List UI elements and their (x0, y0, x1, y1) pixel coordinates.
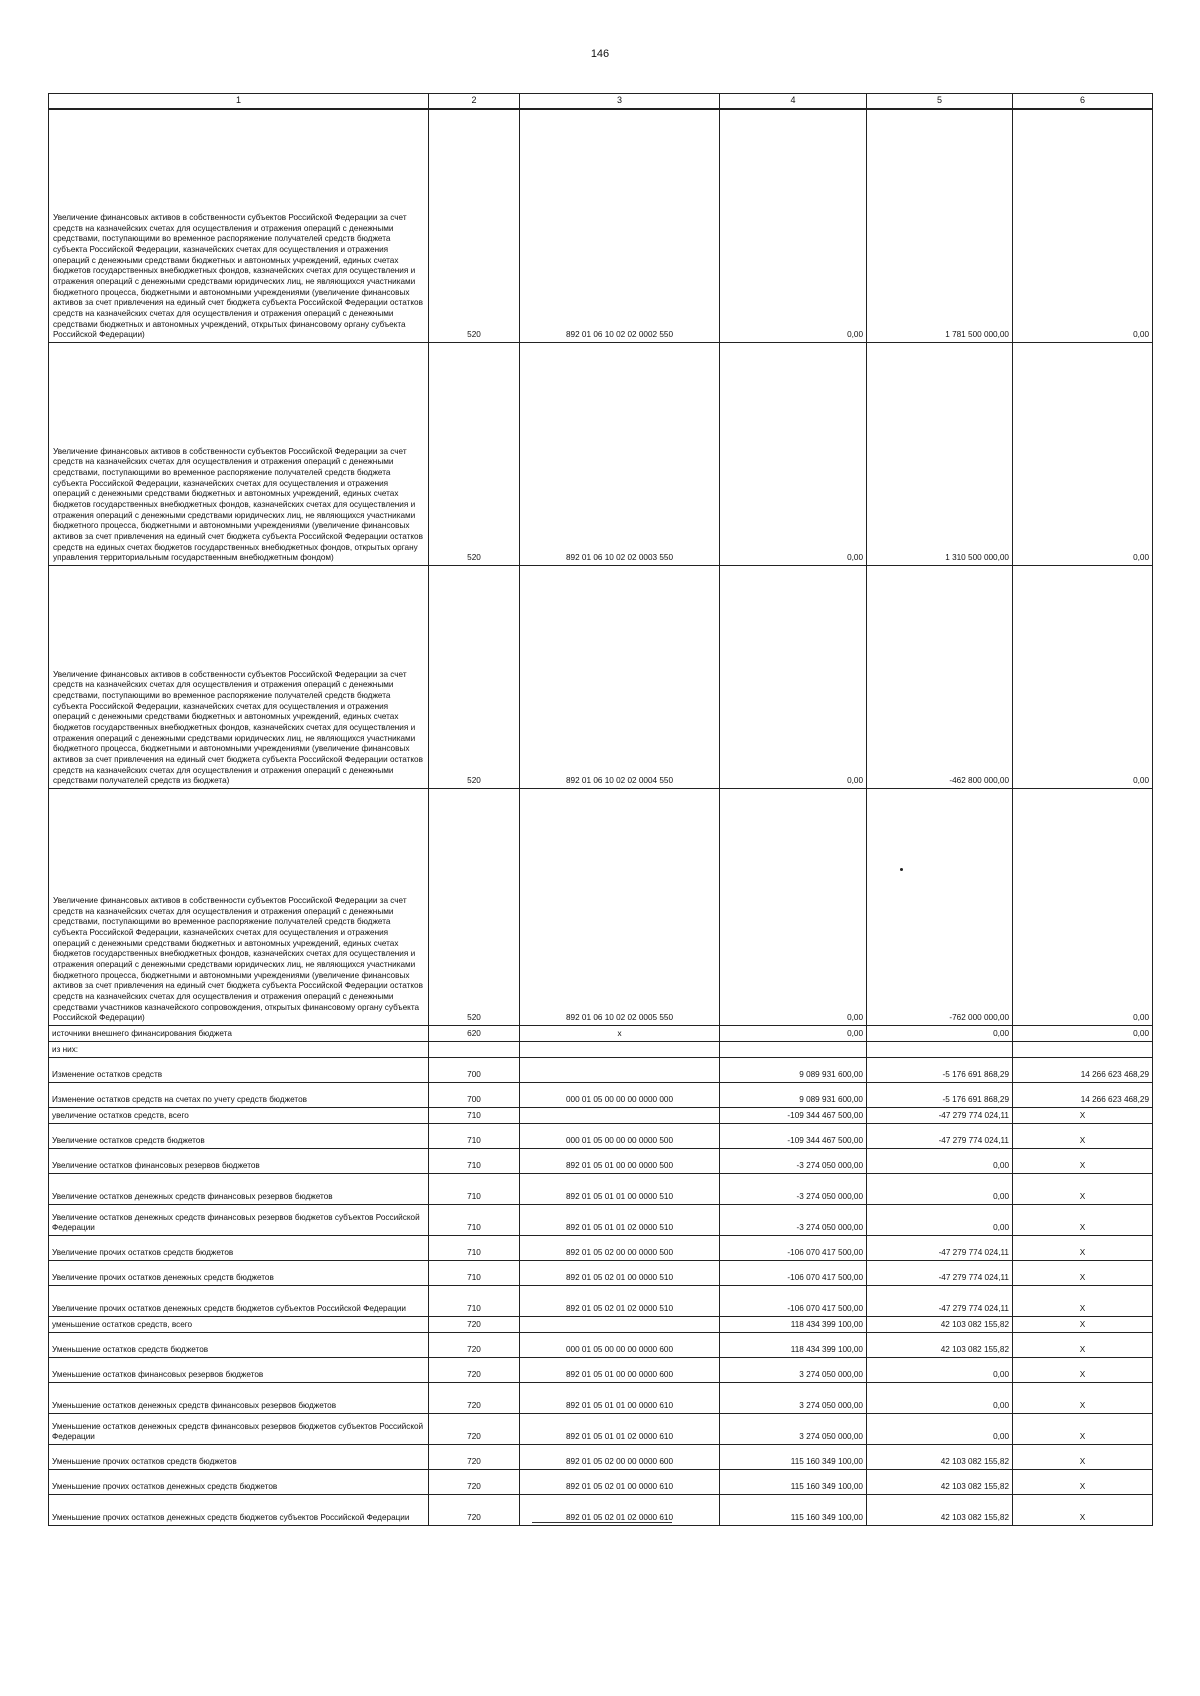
row-value-col4: 0,00 (720, 566, 867, 789)
row-value-col5: -47 279 774 024,11 (867, 1236, 1013, 1261)
row-value-col6: X (1013, 1261, 1153, 1286)
table-row (49, 1414, 1153, 1445)
row-value-col5: 0,00 (867, 1358, 1013, 1383)
table-row (49, 1495, 1153, 1526)
row-value-col4: -109 344 467 500,00 (720, 1124, 867, 1149)
row-value-col6: 0,00 (1013, 566, 1153, 789)
table-row (49, 1317, 1153, 1333)
row-classification-code: 892 01 05 02 01 02 0000 610 (520, 1495, 720, 1526)
row-value-col6 (1013, 1042, 1153, 1058)
table-row (49, 1445, 1153, 1470)
row-value-col4: 115 160 349 100,00 (720, 1495, 867, 1526)
row-value-col4: -106 070 417 500,00 (720, 1236, 867, 1261)
row-line-code: 720 (429, 1445, 520, 1470)
row-description: Увеличение остатков средств бюджетов (49, 1124, 429, 1149)
row-value-col5: 0,00 (867, 1149, 1013, 1174)
row-line-code: 720 (429, 1470, 520, 1495)
row-description: Уменьшение остатков денежных средств финансовых резервов бюджетов субъектов Российской Федерации (49, 1414, 429, 1445)
row-classification-code: 892 01 05 01 01 00 0000 510 (520, 1174, 720, 1205)
row-line-code: 710 (429, 1286, 520, 1317)
row-value-col6: X (1013, 1358, 1153, 1383)
row-value-col6: 0,00 (1013, 109, 1153, 343)
row-value-col4: 0,00 (720, 343, 867, 566)
row-value-col6: X (1013, 1414, 1153, 1445)
row-description: Уменьшение прочих остатков денежных средств бюджетов (49, 1470, 429, 1495)
row-value-col4: 118 434 399 100,00 (720, 1333, 867, 1358)
row-classification-code: 892 01 05 01 00 00 0000 600 (520, 1358, 720, 1383)
column-header-6: 6 (1013, 94, 1153, 110)
row-line-code: 720 (429, 1333, 520, 1358)
row-value-col4: 3 274 050 000,00 (720, 1383, 867, 1414)
budget-sources-table (48, 93, 1153, 1526)
row-description: Уменьшение остатков финансовых резервов бюджетов (49, 1358, 429, 1383)
row-value-col5: 0,00 (867, 1174, 1013, 1205)
row-value-col6: 14 266 623 468,29 (1013, 1058, 1153, 1083)
row-description: источники внешнего финансирования бюджета (49, 1026, 429, 1042)
row-description: из них: (49, 1042, 429, 1058)
row-description: Увеличение финансовых активов в собственности субъектов Российской Федерации за счет средств на казначейских счетах для осуществления и отражения операций с денежными средствами, поступающими во временное распоряжение получателей средств бюджета субъекта Российской Федерации, казначейских счетах для осуществления и отражения операций с денежными средствами бюджетных и автономных учреждений, единых счетах бюджетов государственных внебюджетных фондов, казначейских счетах для осуществления и отражения операций с денежными средствами юридических лиц, не являющихся участниками бюджетного процесса, бюджетными и автономными учреждениями (увеличение финансовых активов за счет привлечения на единый счет бюджета субъекта Российской Федерации остатков средств на единых счетах бюджетов государственных внебюджетных фондов, открытых органу управления территориальным государственным внебюджетным фондом) (49, 343, 429, 566)
row-value-col5: -47 279 774 024,11 (867, 1108, 1013, 1124)
row-value-col5: 0,00 (867, 1414, 1013, 1445)
row-description: Увеличение остатков денежных средств финансовых резервов бюджетов субъектов Российской Федерации (49, 1205, 429, 1236)
row-value-col6: 0,00 (1013, 343, 1153, 566)
row-description: Увеличение финансовых активов в собственности субъектов Российской Федерации за счет средств на казначейских счетах для осуществления и отражения операций с денежными средствами, поступающими во временное распоряжение получателей средств бюджета субъекта Российской Федерации, казначейских счетах для осуществления и отражения операций с денежными средствами бюджетных и автономных учреждений, единых счетах бюджетов государственных внебюджетных фондов, казначейских счетах для осуществления и отражения операций с денежными средствами юридических лиц, не являющихся участниками бюджетного процесса, бюджетными и автономными учреждениями (увеличение финансовых активов за счет привлечения на единый счет бюджета субъекта Российской Федерации остатков средств на казначейских счетах для осуществления и отражения операций с денежными средствами участников казначейского сопровождения, открытых финансовому органу субъекта Российской Федерации) (49, 789, 429, 1026)
table-row (49, 1205, 1153, 1236)
row-value-col5: -47 279 774 024,11 (867, 1124, 1013, 1149)
row-value-col4: 0,00 (720, 109, 867, 343)
row-line-code: 720 (429, 1414, 520, 1445)
column-header-1: 1 (49, 94, 429, 110)
row-value-col6: X (1013, 1333, 1153, 1358)
row-value-col5: 42 103 082 155,82 (867, 1317, 1013, 1333)
row-classification-code: 892 01 05 02 01 02 0000 510 (520, 1286, 720, 1317)
table-row (49, 1042, 1153, 1058)
row-classification-code: 892 01 05 01 01 02 0000 510 (520, 1205, 720, 1236)
row-classification-code: 892 01 06 10 02 02 0005 550 (520, 789, 720, 1026)
row-value-col5: -5 176 691 868,29 (867, 1083, 1013, 1108)
table-row (49, 1058, 1153, 1083)
row-classification-code: 892 01 05 01 01 02 0000 610 (520, 1414, 720, 1445)
row-value-col4: -3 274 050 000,00 (720, 1205, 867, 1236)
table-row (49, 1383, 1153, 1414)
table-header (49, 94, 1153, 110)
row-line-code: 710 (429, 1174, 520, 1205)
table-row (49, 1470, 1153, 1495)
row-line-code: 520 (429, 109, 520, 343)
row-line-code (429, 1042, 520, 1058)
table-row (49, 1026, 1153, 1042)
row-value-col6: X (1013, 1317, 1153, 1333)
row-value-col4: 118 434 399 100,00 (720, 1317, 867, 1333)
row-classification-code: 892 01 06 10 02 02 0004 550 (520, 566, 720, 789)
row-value-col6: X (1013, 1445, 1153, 1470)
row-classification-code (520, 1042, 720, 1058)
row-line-code: 620 (429, 1026, 520, 1042)
row-classification-code (520, 1108, 720, 1124)
row-value-col5: 1 781 500 000,00 (867, 109, 1013, 343)
row-description: Увеличение прочих остатков средств бюджетов (49, 1236, 429, 1261)
table-row (49, 1174, 1153, 1205)
table-row (49, 789, 1153, 1026)
row-line-code: 520 (429, 566, 520, 789)
row-value-col5: 42 103 082 155,82 (867, 1495, 1013, 1526)
column-header-2: 2 (429, 94, 520, 110)
row-description: Увеличение остатков денежных средств финансовых резервов бюджетов (49, 1174, 429, 1205)
row-value-col4: 9 089 931 600,00 (720, 1058, 867, 1083)
table-row (49, 1358, 1153, 1383)
row-value-col4: 115 160 349 100,00 (720, 1445, 867, 1470)
row-value-col6: X (1013, 1236, 1153, 1261)
row-value-col4: -3 274 050 000,00 (720, 1174, 867, 1205)
row-value-col5: 42 103 082 155,82 (867, 1333, 1013, 1358)
table-body (49, 109, 1153, 1526)
row-description: Уменьшение прочих остатков денежных средств бюджетов субъектов Российской Федерации (49, 1495, 429, 1526)
row-value-col4: -106 070 417 500,00 (720, 1261, 867, 1286)
row-value-col4: -106 070 417 500,00 (720, 1286, 867, 1317)
table-row (49, 343, 1153, 566)
row-value-col4: 3 274 050 000,00 (720, 1358, 867, 1383)
row-value-col6: X (1013, 1383, 1153, 1414)
row-line-code: 720 (429, 1383, 520, 1414)
column-header-3: 3 (520, 94, 720, 110)
row-value-col5: -462 800 000,00 (867, 566, 1013, 789)
table-row (49, 1236, 1153, 1261)
table-row (49, 1333, 1153, 1358)
row-value-col5: 42 103 082 155,82 (867, 1445, 1013, 1470)
row-value-col5: 0,00 (867, 1205, 1013, 1236)
row-classification-code (520, 1058, 720, 1083)
row-classification-code: 892 01 05 02 00 00 0000 600 (520, 1445, 720, 1470)
row-value-col5: -47 279 774 024,11 (867, 1261, 1013, 1286)
row-value-col5: 1 310 500 000,00 (867, 343, 1013, 566)
table-row (49, 1261, 1153, 1286)
row-classification-code: 892 01 05 02 01 00 0000 510 (520, 1261, 720, 1286)
column-header-4: 4 (720, 94, 867, 110)
row-description: Уменьшение остатков денежных средств финансовых резервов бюджетов (49, 1383, 429, 1414)
row-classification-code: 000 01 05 00 00 00 0000 600 (520, 1333, 720, 1358)
row-line-code: 710 (429, 1108, 520, 1124)
row-classification-code: 892 01 06 10 02 02 0002 550 (520, 109, 720, 343)
row-line-code: 710 (429, 1149, 520, 1174)
table-row (49, 566, 1153, 789)
row-line-code: 720 (429, 1317, 520, 1333)
row-classification-code: 000 01 05 00 00 00 0000 000 (520, 1083, 720, 1108)
row-value-col4: 9 089 931 600,00 (720, 1083, 867, 1108)
row-description: Увеличение финансовых активов в собственности субъектов Российской Федерации за счет средств на казначейских счетах для осуществления и отражения операций с денежными средствами, поступающими во временное распоряжение получателей средств бюджета субъекта Российской Федерации, казначейских счетах для осуществления и отражения операций с денежными средствами бюджетных и автономных учреждений, единых счетах бюджетов государственных внебюджетных фондов, казначейских счетах для осуществления и отражения операций с денежными средствами юридических лиц, не являющихся участниками бюджетного процесса, бюджетными и автономными учреждениями (увеличение финансовых активов за счет привлечения на единый счет бюджета субъекта Российской Федерации остатков средств на казначейских счетах для осуществления и отражения операций с денежными средствами получателей средств из бюджета) (49, 566, 429, 789)
row-classification-code: x (520, 1026, 720, 1042)
table-row (49, 1083, 1153, 1108)
row-value-col5: 0,00 (867, 1026, 1013, 1042)
row-value-col4: 0,00 (720, 789, 867, 1026)
table-row (49, 1149, 1153, 1174)
row-value-col6: X (1013, 1286, 1153, 1317)
row-value-col5 (867, 1042, 1013, 1058)
column-number-row (49, 94, 1153, 110)
page-number: 146 (590, 48, 610, 60)
row-description: увеличение остатков средств, всего (49, 1108, 429, 1124)
row-value-col4: 115 160 349 100,00 (720, 1470, 867, 1495)
row-line-code: 710 (429, 1261, 520, 1286)
row-description: Изменение остатков средств (49, 1058, 429, 1083)
row-value-col4: 3 274 050 000,00 (720, 1414, 867, 1445)
row-description: Уменьшение остатков средств бюджетов (49, 1333, 429, 1358)
row-value-col6: X (1013, 1174, 1153, 1205)
table-row (49, 109, 1153, 343)
table-row (49, 1124, 1153, 1149)
footer-rule (532, 1522, 672, 1523)
scan-speck (900, 868, 903, 871)
row-classification-code: 892 01 05 02 00 00 0000 500 (520, 1236, 720, 1261)
row-value-col6: X (1013, 1205, 1153, 1236)
row-line-code: 700 (429, 1083, 520, 1108)
row-classification-code: 000 01 05 00 00 00 0000 500 (520, 1124, 720, 1149)
row-classification-code: 892 01 05 01 00 00 0000 500 (520, 1149, 720, 1174)
column-header-5: 5 (867, 94, 1013, 110)
row-value-col5: -47 279 774 024,11 (867, 1286, 1013, 1317)
row-classification-code: 892 01 05 01 01 00 0000 610 (520, 1383, 720, 1414)
row-value-col6: X (1013, 1108, 1153, 1124)
row-value-col5: -5 176 691 868,29 (867, 1058, 1013, 1083)
row-description: Увеличение прочих остатков денежных средств бюджетов субъектов Российской Федерации (49, 1286, 429, 1317)
row-value-col6: X (1013, 1149, 1153, 1174)
row-value-col6: 14 266 623 468,29 (1013, 1083, 1153, 1108)
row-description: Увеличение остатков финансовых резервов бюджетов (49, 1149, 429, 1174)
row-classification-code (520, 1317, 720, 1333)
row-description: Увеличение финансовых активов в собственности субъектов Российской Федерации за счет средств на казначейских счетах для осуществления и отражения операций с денежными средствами, поступающими во временное распоряжение получателей средств бюджета субъекта Российской Федерации, казначейских счетах для осуществления и отражения операций с денежными средствами бюджетных и автономных учреждений, единых счетах бюджетов государственных внебюджетных фондов, казначейских счетах для осуществления и отражения операций с денежными средствами юридических лиц, не являющихся участниками бюджетного процесса, бюджетными и автономными учреждениями (увеличение финансовых активов за счет привлечения на единый счет бюджета субъекта Российской Федерации остатков средств на казначейских счетах для осуществления и отражения операций с денежными средствами бюджетных и автономных учреждений, открытых финансовому органу субъекта Российской Федерации) (49, 109, 429, 343)
row-value-col6: X (1013, 1124, 1153, 1149)
row-value-col6: X (1013, 1495, 1153, 1526)
row-line-code: 700 (429, 1058, 520, 1083)
row-classification-code: 892 01 05 02 01 00 0000 610 (520, 1470, 720, 1495)
row-value-col4: -3 274 050 000,00 (720, 1149, 867, 1174)
row-line-code: 520 (429, 343, 520, 566)
row-value-col6: 0,00 (1013, 789, 1153, 1026)
row-value-col5: 0,00 (867, 1383, 1013, 1414)
row-description: Уменьшение прочих остатков средств бюджетов (49, 1445, 429, 1470)
table-row (49, 1108, 1153, 1124)
row-value-col5: -762 000 000,00 (867, 789, 1013, 1026)
row-line-code: 520 (429, 789, 520, 1026)
table-row (49, 1286, 1153, 1317)
row-description: уменьшение остатков средств, всего (49, 1317, 429, 1333)
row-value-col6: X (1013, 1470, 1153, 1495)
row-line-code: 710 (429, 1205, 520, 1236)
row-line-code: 710 (429, 1236, 520, 1261)
row-value-col4 (720, 1042, 867, 1058)
row-description: Увеличение прочих остатков денежных средств бюджетов (49, 1261, 429, 1286)
row-line-code: 710 (429, 1124, 520, 1149)
row-classification-code: 892 01 06 10 02 02 0003 550 (520, 343, 720, 566)
row-value-col6: 0,00 (1013, 1026, 1153, 1042)
row-description: Изменение остатков средств на счетах по учету средств бюджетов (49, 1083, 429, 1108)
row-value-col4: -109 344 467 500,00 (720, 1108, 867, 1124)
row-line-code: 720 (429, 1495, 520, 1526)
row-line-code: 720 (429, 1358, 520, 1383)
row-value-col5: 42 103 082 155,82 (867, 1470, 1013, 1495)
row-value-col4: 0,00 (720, 1026, 867, 1042)
